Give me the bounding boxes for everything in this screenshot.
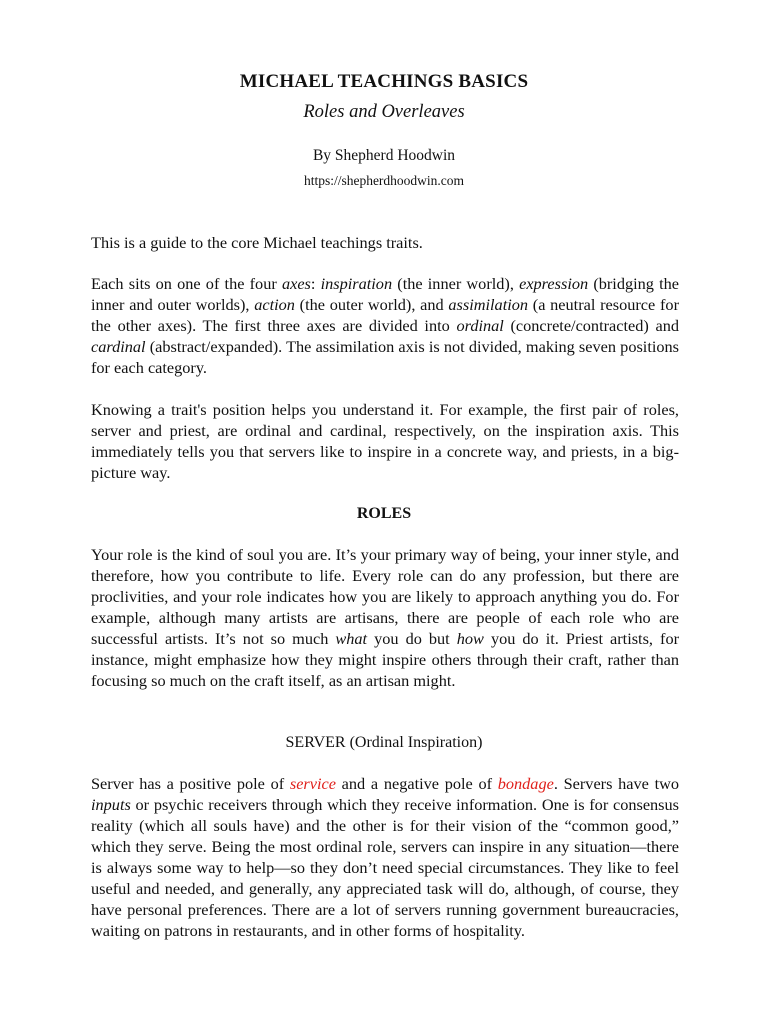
intro-paragraph-3: Knowing a trait's position helps you understand it. For example, the first pair of roles, server and priest, are ordinal and cardinal, respectively, on the inspiration axis. This immediately tells you that servers like to inspire in a concrete way, and priests, in a big-picture way.: [91, 400, 679, 482]
author-byline: By Shepherd Hoodwin: [312, 147, 456, 164]
subsection-heading-server: SERVER (Ordinal Inspiration): [285, 734, 483, 751]
author-website-link[interactable]: https://shepherdhoodwin.com: [303, 173, 465, 188]
document-title: MICHAEL TEACHINGS BASICS: [239, 71, 529, 92]
section-heading-roles: ROLES: [356, 505, 412, 522]
intro-paragraph-1: This is a guide to the core Michael teachings traits.: [91, 233, 423, 252]
intro-paragraph-2: Each sits on one of the four axes: inspiration (the inner world), expression (bridging the inner and outer worlds), action (the outer world), and assimilation (a neutral resource for the other axes). The first three axes are divided into ordinal (concrete/contracted) and cardinal (abstract/expanded). The assimilation axis is not divided, making seven positions for each category.: [91, 274, 679, 377]
document-subtitle: Roles and Overleaves: [303, 102, 465, 122]
roles-paragraph: Your role is the kind of soul you are. It’s your primary way of being, your inner style, and therefore, how you contribute to life. Every role can do any profession, but there are proclivities, and your role indicates how you are likely to approach anything you do. For example, although many artists are artisans, there are people of each role who are successful artists. It’s not so much what you do but how you do it. Priest artists, for instance, might emphasize how they might inspire others through their craft, rather than focusing so much on the craft itself, as an artisan might.: [91, 545, 680, 690]
positive-pole-service: service: [289, 774, 336, 793]
negative-pole-bondage: bondage: [497, 774, 554, 793]
server-paragraph: Server has a positive pole of service and a negative pole of bondage. Servers have two inputs or psychic receivers through which they receive information. One is for consensus reality (which all souls have) and the other is for their vision of the “common good,” which they serve. Being the most ordinal role, servers can inspire in any situation—there is always some way to help—so they don’t need special circumstances. They like to feel useful and needed, and generally, any appreciated task will do, although, of course, they have personal preferences. There are a lot of servers running government bureaucracies, waiting on patrons in restaurants, and in other forms of hospitality.: [91, 774, 680, 940]
